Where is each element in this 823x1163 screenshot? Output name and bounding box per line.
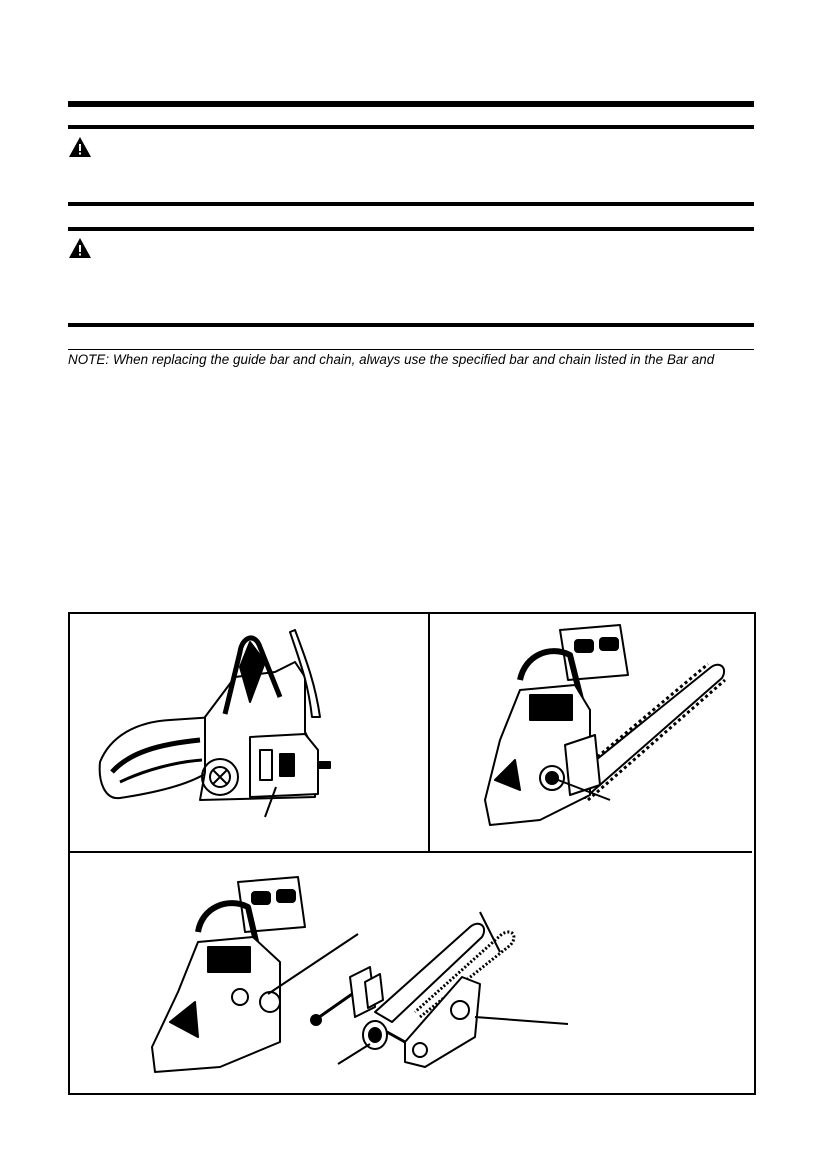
- chainsaw-side-view: [90, 622, 420, 847]
- warning-1-rule-top: [68, 125, 754, 129]
- note-text: NOTE: When replacing the guide bar and chain, always use the specified bar and chain listed in the Bar and: [68, 352, 715, 367]
- note-rule: [68, 349, 754, 350]
- warning-triangle-icon: [68, 237, 92, 259]
- warning-2-rule-top: [68, 227, 754, 231]
- figure-divider-horizontal: [70, 851, 752, 853]
- chainsaw-with-bar-view: [460, 620, 750, 845]
- chainsaw-exploded-view: [140, 872, 580, 1082]
- warning-1-rule-bottom: [68, 202, 754, 206]
- warning-triangle-icon: [68, 136, 92, 158]
- section-rule-top: [68, 101, 754, 107]
- figure-divider-vertical: [428, 612, 430, 852]
- warning-2-rule-bottom: [68, 323, 754, 327]
